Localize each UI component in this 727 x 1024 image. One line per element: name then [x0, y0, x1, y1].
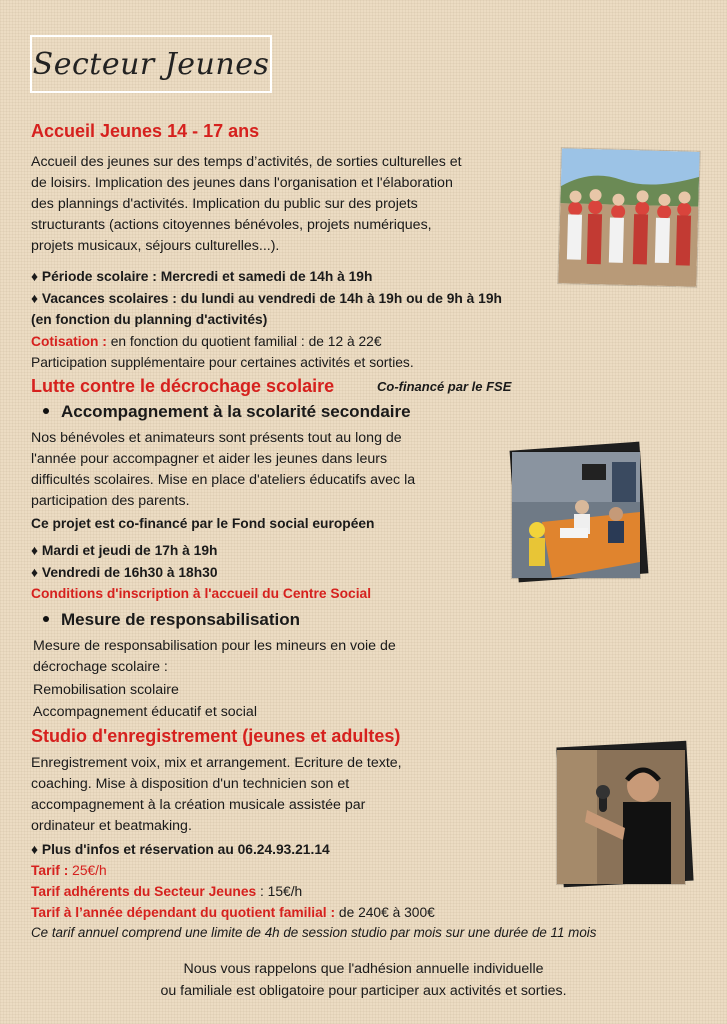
footer-line2: ou familiale est obligatoire pour participer aux activités et sorties. — [160, 983, 567, 999]
section3-infos: ♦ Plus d'infos et réservation au 06.24.93.21.14 — [31, 842, 330, 857]
studio-photo — [557, 750, 685, 884]
section3-paragraph: Enregistrement voix, mix et arrangement. Ecriture de texte, coaching. Mise à disposition d'un technicien son et accompagnement à la création musicale assistée par ordinateur et beatmaking. — [31, 755, 402, 834]
page-title-box — [30, 35, 272, 93]
bullet-icon — [43, 616, 49, 622]
section2-conditions: Conditions d'inscription à l'accueil du Centre Social — [31, 586, 372, 601]
classroom-photo — [512, 452, 640, 578]
section3-heading: Studio d'enregistrement (jeunes et adultes) — [31, 726, 401, 746]
section1-cotisation: Cotisation : en fonction du quotient familial : de 12 à 22€ — [31, 334, 382, 349]
studio-photo-image — [557, 750, 685, 884]
section2-cofinance-line: Ce projet est co-financé par le Fond social européen — [31, 516, 375, 531]
section2-cofinance-tag: Co-financé par le FSE — [377, 379, 512, 394]
footer-notice — [0, 958, 727, 1002]
page-title: Secteur Jeunes — [32, 46, 270, 82]
section1-paragraph: Accueil des jeunes sur des temps d’activités, de sorties culturelles et de loisirs. Implication des jeunes dans l'organisation et l'élaboration des plannings d'activités. Implication du public sur des projets structurants (actions citoyennes bénévoles, projets numériques, projets musicaux, séjours culturelles...). — [31, 154, 462, 254]
group-photo — [558, 148, 699, 287]
section3-tarif-adherents: Tarif adhérents du Secteur Jeunes : 15€/h — [31, 884, 303, 899]
section2-sub2-heading: Mesure de responsabilisation — [43, 610, 300, 630]
section2-sub1-paragraph: Nos bénévoles et animateurs sont présents tout au long de l'année pour accompagner et aider les jeunes dans leurs difficultés scolaires. Mise en place d'ateliers éducatifs avec la participation des parents. — [31, 430, 416, 509]
section2-heading: Lutte contre le décrochage scolaire — [31, 376, 335, 396]
section3-tarif-annee: Tarif à l’année dépendant du quotient familial : de 240€ à 300€ — [31, 905, 435, 920]
section2-sub2-paragraph: Mesure de responsabilisation pour les mineurs en voie de décrochage scolaire : — [33, 638, 396, 675]
section2-sub2-item2: Accompagnement éducatif et social — [33, 704, 257, 720]
section3-tarif: Tarif : 25€/h — [31, 863, 107, 878]
section1-participation: Participation supplémentaire pour certaines activités et sorties. — [31, 355, 414, 370]
section2-schedule2: ♦ Vendredi de 16h30 à 18h30 — [31, 565, 218, 580]
group-photo-image — [558, 148, 699, 287]
section1-schedule1: ♦ Période scolaire : Mercredi et samedi de 14h à 19h — [31, 269, 373, 284]
classroom-photo-image — [512, 452, 640, 578]
section3-note: Ce tarif annuel comprend une limite de 4h de session studio par mois sur une durée de 11 mois — [31, 925, 597, 940]
section1-schedule2b: (en fonction du planning d'activités) — [31, 312, 268, 327]
section1-schedule2: ♦ Vacances scolaires : du lundi au vendredi de 14h à 19h ou de 9h à 19h — [31, 291, 502, 306]
section2-schedule1: ♦ Mardi et jeudi de 17h à 19h — [31, 543, 218, 558]
footer-line1: Nous vous rappelons que l'adhésion annuelle individuelle — [183, 961, 544, 977]
section2-sub2-item1: Remobilisation scolaire — [33, 682, 179, 698]
bullet-icon — [43, 408, 49, 414]
section2-sub1-heading: Accompagnement à la scolarité secondaire — [43, 402, 411, 422]
section1-heading: Accueil Jeunes 14 - 17 ans — [31, 121, 260, 141]
